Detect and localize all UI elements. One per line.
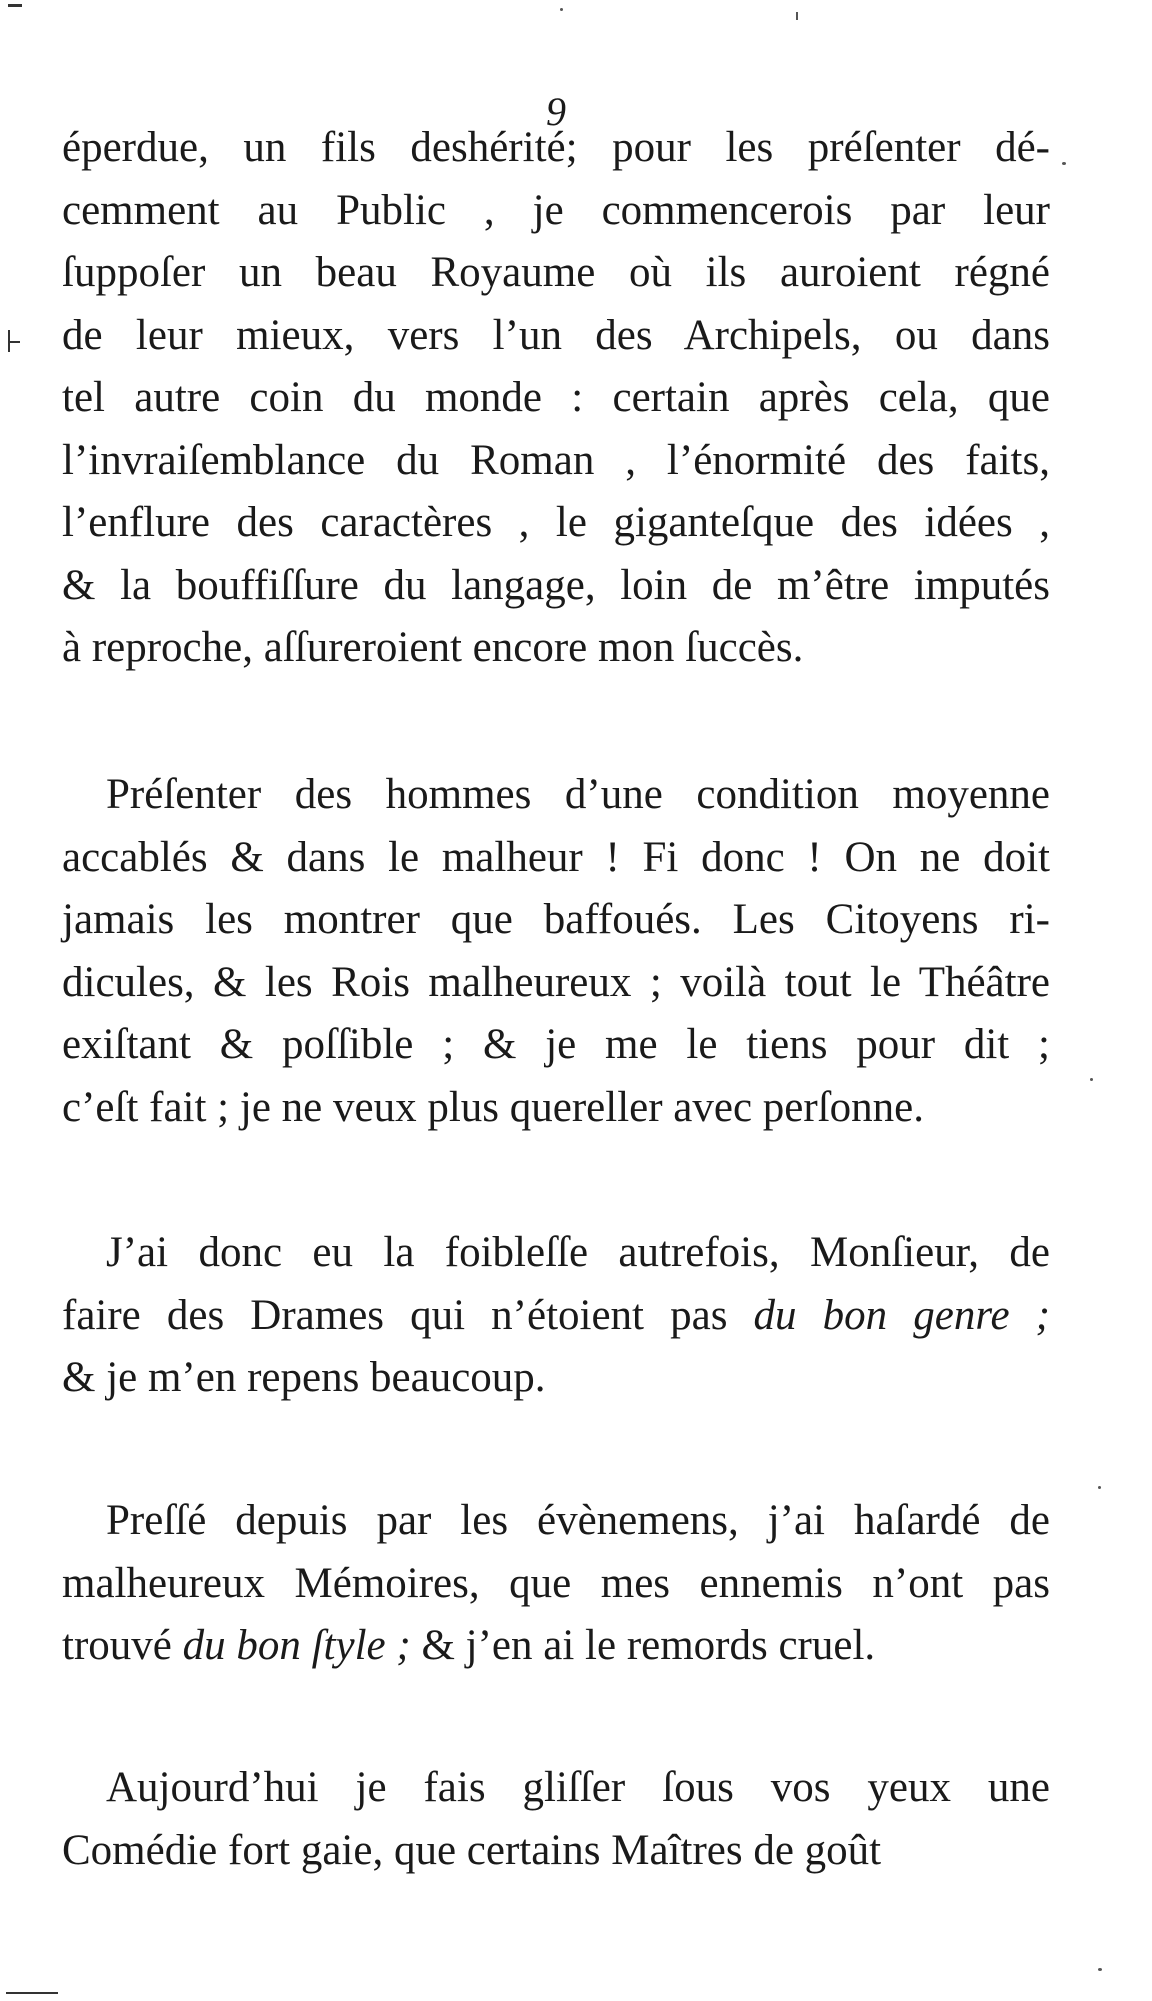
text-line xyxy=(106,764,1050,826)
text-line xyxy=(106,1222,1050,1284)
scan-mark-top-left xyxy=(8,4,22,7)
text-line xyxy=(62,430,1050,492)
scan-mark-bottom-left xyxy=(6,1992,58,1994)
text-segment: Preſſé depuis par les évènemens, j’ai haſardé de xyxy=(106,1497,1050,1544)
text-line xyxy=(62,555,1050,617)
page-number: 9 xyxy=(546,89,566,134)
scan-speck xyxy=(1090,1078,1093,1081)
italic-text: du bon ſtyle ; xyxy=(182,1622,411,1669)
text-segment: jamais les montrer que baffoués. Les Citoyens ri- xyxy=(62,896,1050,943)
text-segment: cemment au Public , je commencerois par leur xyxy=(62,186,1050,234)
text-line xyxy=(62,305,1050,367)
text-line xyxy=(62,1347,1050,1409)
italic-text: du bon genre ; xyxy=(753,1291,1050,1339)
text-segment: accablés & dans le malheur ! Fi donc ! On ne doit xyxy=(62,833,1050,881)
text-line xyxy=(62,1553,1050,1615)
scan-speck xyxy=(1098,1968,1102,1971)
text-segment: & j’en ai le remords cruel. xyxy=(410,1622,876,1669)
text-line xyxy=(62,889,1050,951)
text-segment: J’ai donc eu la foibleſſe autrefois, Monſieur, de xyxy=(106,1229,1050,1276)
text-line xyxy=(62,492,1050,554)
text-line xyxy=(106,1490,1050,1552)
text-segment: l’enflure des caractères , le giganteſque des idées , xyxy=(62,499,1050,546)
text-segment: ſuppoſer un beau Royaume où ils auroient régné xyxy=(62,249,1050,296)
text-segment: faire des Drames qui n’étoient pas xyxy=(62,1291,754,1339)
text-line xyxy=(62,1615,1050,1677)
text-segment: Aujourd’hui je fais gliſſer ſous vos yeux une xyxy=(106,1764,1050,1811)
scan-speck xyxy=(796,12,798,20)
text-line xyxy=(62,180,1050,242)
text-line xyxy=(62,1285,1050,1347)
scan-speck xyxy=(1062,162,1066,165)
text-line xyxy=(62,117,1050,179)
text-line xyxy=(62,242,1050,304)
scan-speck xyxy=(1098,1486,1101,1489)
text-segment: de leur mieux, vers l’un des Archipels, ou dans xyxy=(62,311,1050,359)
text-line xyxy=(62,617,1050,679)
text-line xyxy=(62,1820,1050,1882)
text-line xyxy=(62,827,1050,889)
text-segment: c’eſt fait ; je ne veux plus quereller avec perſonne. xyxy=(62,1083,924,1131)
scan-mark-left-tick xyxy=(10,341,20,343)
text-line xyxy=(62,367,1050,429)
text-segment: trouvé xyxy=(62,1622,183,1669)
text-segment: tel autre coin du monde : certain après cela, que xyxy=(62,374,1050,421)
text-line xyxy=(62,1014,1050,1076)
text-segment: malheureux Mémoires, que mes ennemis n’ont pas xyxy=(62,1559,1050,1607)
text-segment: l’invraiſemblance du Roman , l’énormité des faits, xyxy=(62,436,1050,484)
text-segment: exiſtant & poſſible ; & je me le tiens pour dit ; xyxy=(62,1021,1050,1068)
text-segment: & la bouffiſſure du langage, loin de m’être imputés xyxy=(62,561,1050,609)
scan-speck xyxy=(560,8,563,11)
text-line xyxy=(106,1757,1050,1819)
text-line xyxy=(62,952,1050,1014)
text-segment: dicules, & les Rois malheureux ; voilà tout le Théâtre xyxy=(62,958,1050,1006)
text-segment: & je m’en repens beaucoup. xyxy=(62,1354,546,1401)
text-segment: éperdue, un fils deshérité; pour les préſenter dé- xyxy=(62,124,1050,171)
text-segment: Préſenter des hommes d’une condition moyenne xyxy=(106,771,1050,818)
text-line xyxy=(62,1077,1050,1139)
text-segment: Comédie fort gaie, que certains Maîtres de goût xyxy=(62,1826,882,1874)
text-segment: à reproche, aſſureroient encore mon ſuccès. xyxy=(62,624,804,671)
